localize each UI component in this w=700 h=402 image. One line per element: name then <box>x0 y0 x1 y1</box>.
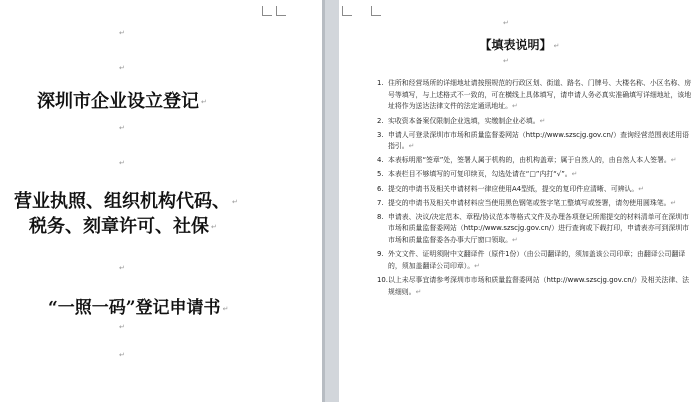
page-corner-mark <box>276 6 286 16</box>
instruction-item: 7. 提交的申请书及相关申请材料应当使用黑色钢笔或签字笔工整填写或签署，请勿使用圆珠笔。↵ <box>377 198 677 207</box>
cover-title-line-1: 深圳市企业设立登记 ↵ <box>37 91 207 112</box>
instruction-item: 5. 本表栏目不够填写的可复印续页，勾选处请在“□”内打“√”。↵ <box>377 170 578 179</box>
instructions-title: 【填表说明】 ↵ <box>479 38 560 52</box>
instruction-item: 8. 申请表、决议/决定范本、章程/协议范本等格式文件及办理各项登记所需提交的材料清单可在深圳市市场和质量监督委网站（http://www.szscjg.gov.cn/）进行查询或下载打印，申请表亦可到深圳市市场和质量监督委各办事大厅窗口领取。↵ <box>377 212 690 245</box>
instruction-item: 6. 提交的申请书及相关申请材料一律应使用A4型纸，提交的复印件应清晰、可辨认。↵ <box>377 184 645 193</box>
document-page-cover[interactable]: ↵ ↵ 深圳市企业设立登记 ↵ ↵ ↵ 营业执照、组织机构代码、 ↵ 税务、刻章许可、社保 ↵ ↵ “一照一码”登记申请书 ↵ ↵ ↵ <box>0 0 322 402</box>
instruction-item: 10. 以上未尽事宜请参考深圳市市场和质量监督委网站（http://www.szscjg.gov.cn/）及相关法律、法规细则。↵ <box>377 276 690 296</box>
instruction-item: 4. 本表标明需“签章”处，签署人属于机构的，由机构盖章；属于自然人的，由自然人本人签署。↵ <box>377 156 677 165</box>
instruction-item: 9. 外文文件、证明须附中文翻译件（原件1份）（由公司翻译的，须加盖该公司印章；由翻译公司翻译的，须加盖翻译公司印章）。↵ <box>377 250 686 270</box>
instruction-item: 1. 住所和经营场所的详细地址请按照规范的行政区划、街道、路名、门牌号、大楼名称、小区名称、房号等填写，与上述格式不一致的，可在横线上具体填写，请申请人务必真实准确填写详细地址，该地址将作为送达法律文件的法定通讯地址。↵ <box>377 79 692 111</box>
cover-title-line-4: “一照一码”登记申请书 ↵ <box>48 298 229 318</box>
instructions-list <box>377 78 695 301</box>
instruction-item: 3. 申请人可登录深圳市市场和质量监督委网站（http://www.szscjg.gov.cn/）查询经营范围表述用语指引。↵ <box>377 130 690 151</box>
page-gap <box>322 0 339 402</box>
page-corner-mark <box>262 6 272 16</box>
instruction-item: 2. 实收资本备案仅限制企业选填，实缴制企业必填。↵ <box>377 116 546 125</box>
page-corner-mark <box>371 6 381 16</box>
page-corner-mark <box>342 6 352 16</box>
cover-title-line-2: 营业执照、组织机构代码、 ↵ <box>14 191 238 212</box>
document-page-instructions[interactable]: ↵ 【填表说明】 ↵ ↵ 1. 住所和经营场所的详细地址请按照规范的行政区划、街道、路名、门牌号、大楼名称、小区名称、房号等填写，与上述格式不一致的，可在横线上具体填写，请申请人务必真实准确填写详细地址，该地址将作为送达法律文件的法定通讯地址。↵ 2. 实收资本备案仅限制企业选填，实缴制企业必填。↵ 3. 申请人可登录深圳市市场和质量监督委网站（http://www.szscjg.gov.cn/）查询经营范围表述用语指引。↵ 4. 本表标明需“签章”处，签署人属于机构的，由机构盖章；属于自然人的，由自然人本人签署。↵ 5. 本表栏目不够填写的可复印续页，勾选处请在“□”内打“√”。↵ 6. 提交的申请书及相关申请材料一律应使用A4型纸，提交的复印件应清晰、可辨认。↵ 7. 提交的申请书及相关申请材料应当使用黑色钢笔或签字笔工整填写或签署，请勿使用圆珠笔。↵ 8. 申请表、决议/决定范本、章程/协议范本等格式文件及办理各项登记所需提交的材料清单可在深圳市市场和质量监督委网站（http://www.szscjg.gov.cn/）进行查询或下载打印，申请表亦可到深圳市市场和质量监督委各办事大厅窗口领取。↵ 9. 外文文件、证明须附中文翻译件（原件1份）（由公司翻译的，须加盖该公司印章；由翻译公司翻译的，须加盖翻译公司印章）。↵ 10. 以上未尽事宜请参考深圳市市场和质量监督委网站（http://www.szscjg.gov.cn/）及相关法律、法规细则。↵ <box>339 0 700 402</box>
cover-title-line-3: 税务、刻章许可、社保 ↵ <box>29 216 217 237</box>
